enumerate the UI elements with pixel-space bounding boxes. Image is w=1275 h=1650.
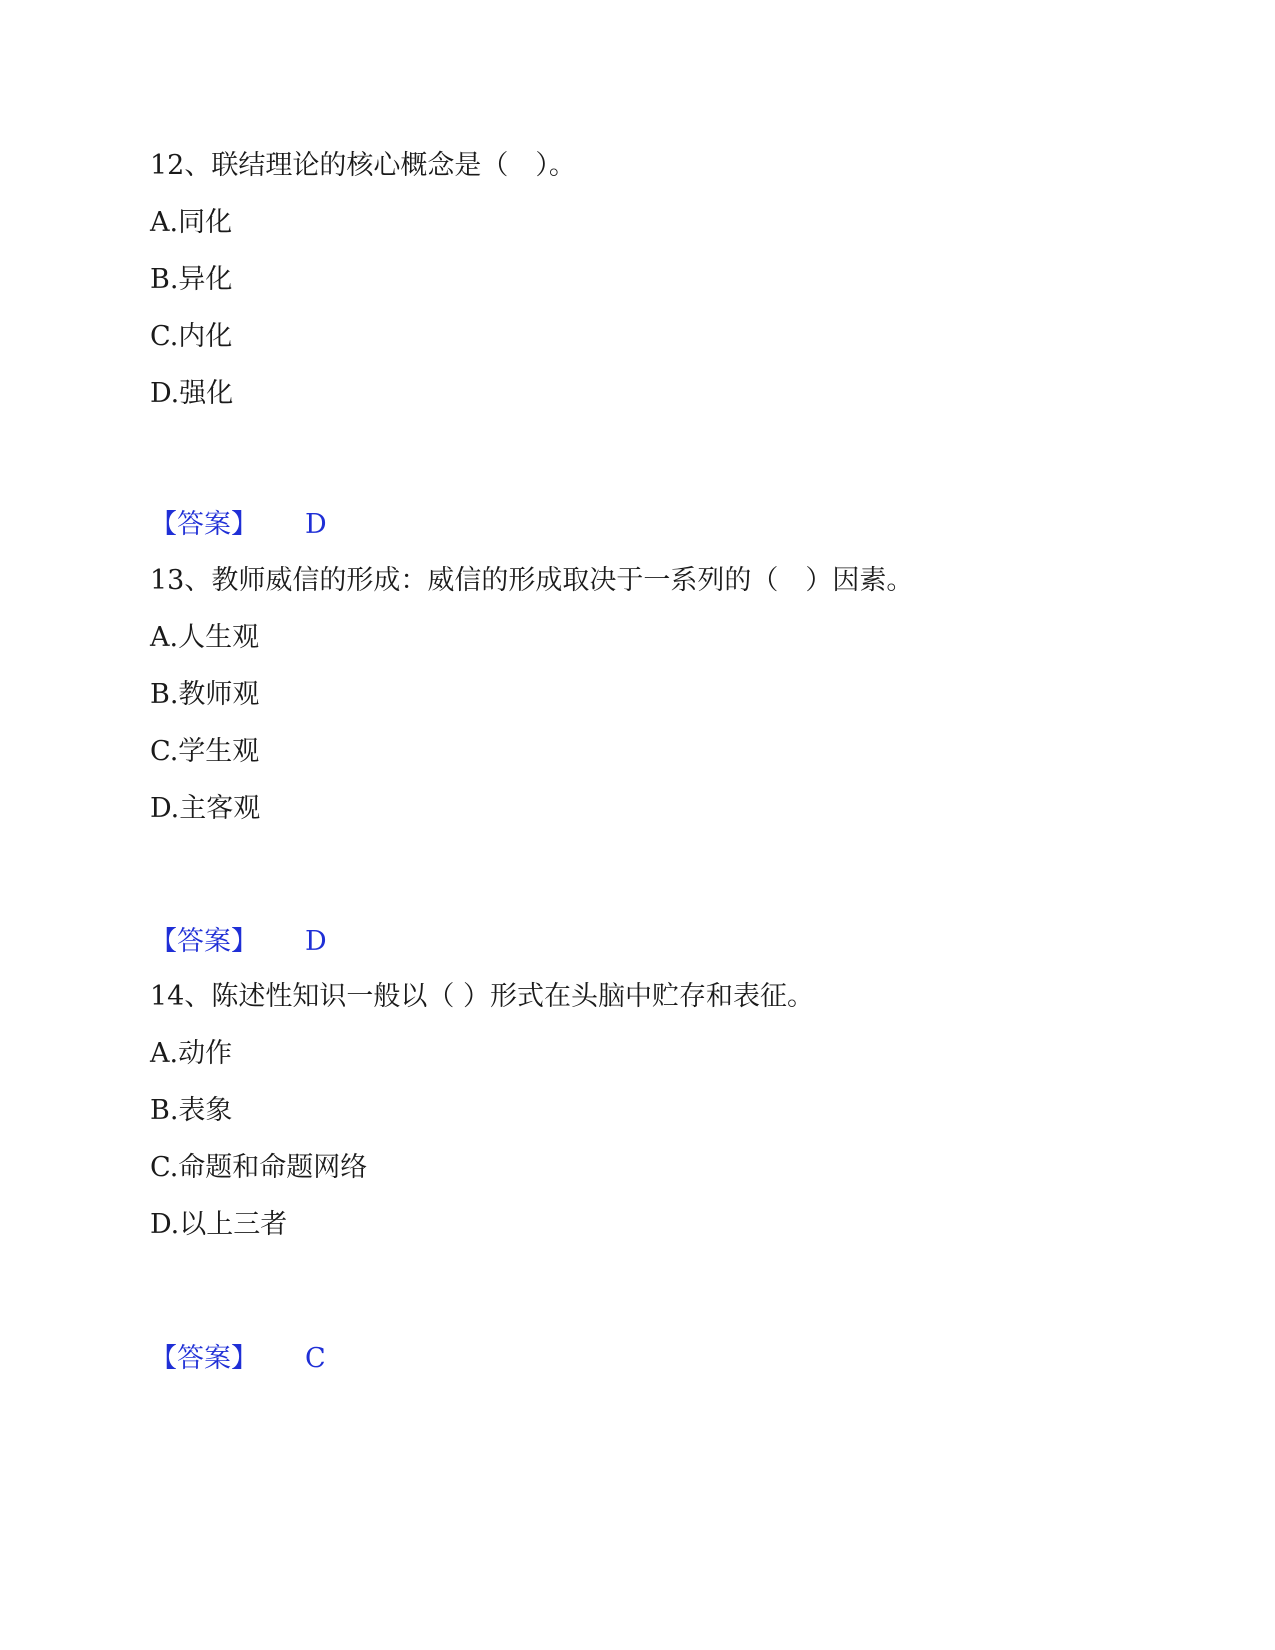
answer-value: D bbox=[305, 926, 327, 957]
question-stem: 14、陈述性知识一般以（ ）形式在头脑中贮存和表征。 bbox=[150, 981, 814, 1012]
answer-13 bbox=[150, 924, 327, 960]
answer-value: D bbox=[305, 509, 327, 540]
option-d: D.主客观 bbox=[150, 793, 261, 824]
option-c: C.命题和命题网络 bbox=[150, 1152, 368, 1183]
question-stem: 13、教师威信的形成：威信的形成取决于一系列的（ ）因素。 bbox=[150, 565, 914, 596]
answer-value: C bbox=[305, 1343, 326, 1374]
option-b: B.表象 bbox=[150, 1095, 233, 1126]
answer-12 bbox=[150, 507, 327, 543]
question-13 bbox=[150, 563, 1150, 827]
option-c: C.内化 bbox=[150, 321, 233, 352]
answer-label: 【答案】 bbox=[150, 926, 258, 957]
answer-label: 【答案】 bbox=[150, 509, 258, 540]
question-12 bbox=[150, 148, 1150, 412]
question-14 bbox=[150, 979, 1150, 1243]
question-stem: 12、联结理论的核心概念是（ ）。 bbox=[150, 150, 576, 181]
answer-label: 【答案】 bbox=[150, 1343, 258, 1374]
option-d: D.以上三者 bbox=[150, 1209, 288, 1240]
option-a: A.动作 bbox=[150, 1038, 233, 1069]
option-a: A.人生观 bbox=[150, 622, 260, 653]
option-b: B.教师观 bbox=[150, 679, 260, 710]
answer-14 bbox=[150, 1341, 326, 1377]
option-a: A.同化 bbox=[150, 207, 233, 238]
option-b: B.异化 bbox=[150, 264, 233, 295]
option-d: D.强化 bbox=[150, 378, 234, 409]
option-c: C.学生观 bbox=[150, 736, 260, 767]
